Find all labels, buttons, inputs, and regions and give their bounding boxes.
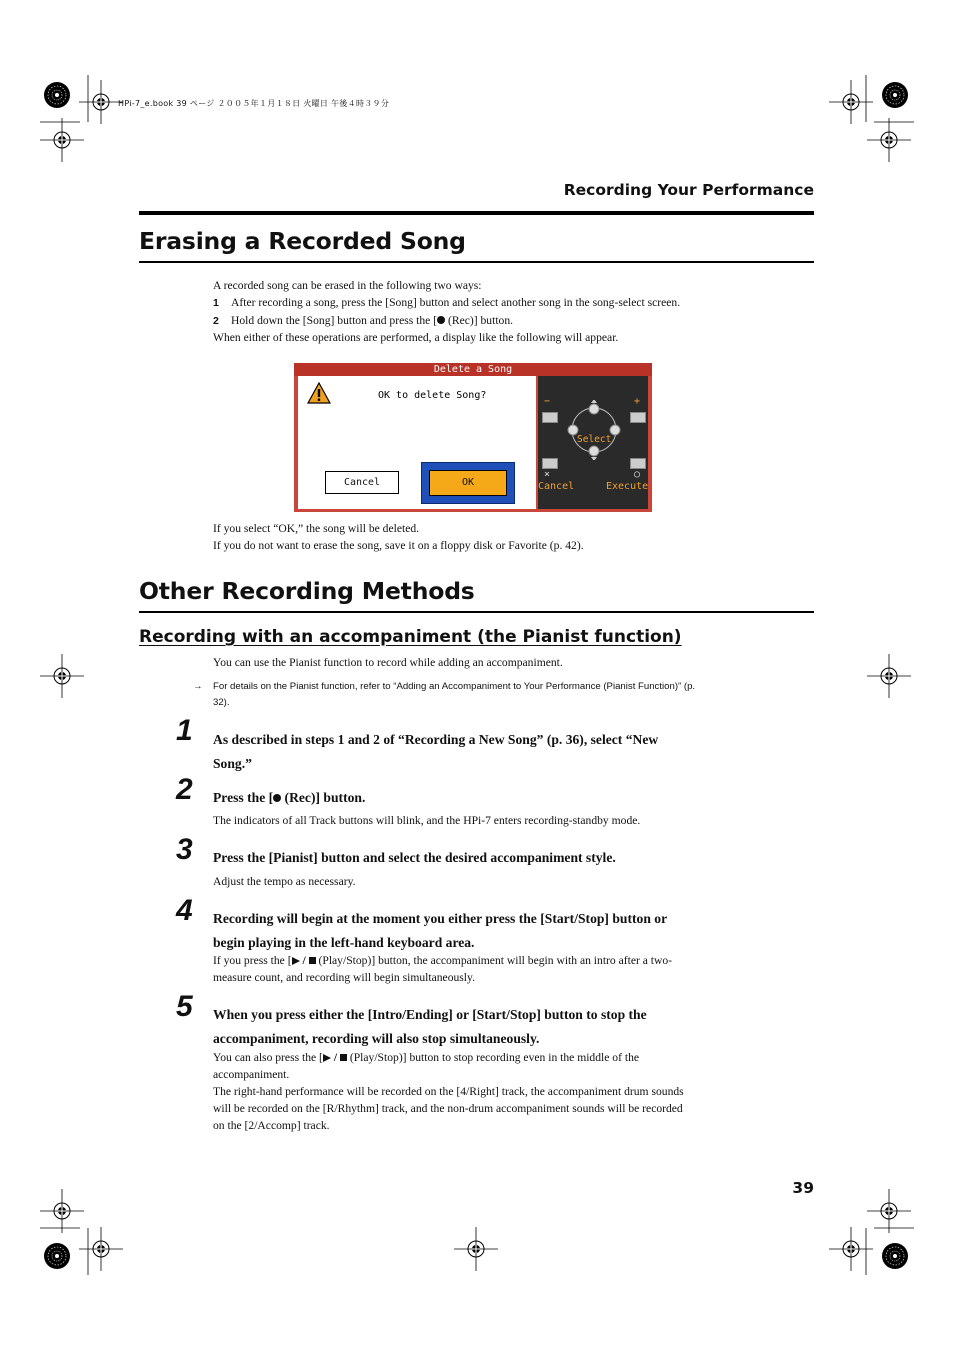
- execute-label: Execute: [606, 481, 649, 492]
- play-icon: [323, 1054, 331, 1062]
- body-text: accompaniment.: [213, 1068, 290, 1081]
- list-item: [213, 312, 513, 330]
- stop-icon: [340, 1054, 347, 1061]
- cancel-label: Cancel: [538, 481, 575, 492]
- step-heading-line: accompaniment, recording will also stop simultaneously.: [213, 1031, 540, 1046]
- plus-key: [630, 412, 646, 423]
- step-number: 3: [176, 833, 193, 866]
- x-mark: ×: [544, 469, 551, 480]
- cross-reference-note: [193, 679, 753, 711]
- step-heading-text: (Rec)] button.: [281, 790, 366, 805]
- select-label: Select: [577, 434, 612, 445]
- step-heading: [213, 1003, 743, 1051]
- step-body: [213, 1049, 684, 1134]
- display-screenshot: [294, 363, 652, 512]
- step-number: 4: [176, 894, 193, 927]
- list-number: 1: [213, 297, 219, 309]
- list-item: [213, 294, 680, 312]
- dial-icon: [565, 400, 623, 460]
- print-mark: HPi-7_e.book 39 ページ ２００５年１月１８日 火曜日 午後４時３９分: [118, 99, 390, 108]
- step-heading-line: Recording will begin at the moment you either press the [Start/Stop] button or: [213, 911, 668, 926]
- step-number: 5: [176, 990, 193, 1023]
- slash: /: [302, 954, 306, 967]
- body-text: You can also press the [: [213, 1051, 323, 1064]
- list-text: After recording a song, press the [Song] button and select another song in the song-select screen.: [231, 296, 681, 309]
- note-text: 32).: [213, 697, 230, 708]
- warning-icon: [307, 382, 331, 404]
- stop-icon: [309, 957, 316, 964]
- rec-icon: [273, 794, 281, 802]
- body-text: will be recorded on the [R/Rhythm] track, and the non-drum accompaniment sounds will be recorded: [213, 1102, 683, 1115]
- body-text: The right-hand performance will be recorded on the [4/Right] track, the accompaniment drum sounds: [213, 1085, 684, 1098]
- list-text: Hold down the [Song] button and press the [: [231, 314, 438, 327]
- running-head: Recording Your Performance: [563, 181, 814, 199]
- note-text: For details on the Pianist function, refer to “Adding an Accompaniment to Your Performance (Pianist Function)” (p.: [213, 681, 696, 692]
- ok-button[interactable]: OK: [429, 470, 507, 496]
- header-rule: [139, 211, 814, 215]
- body-text: on the [2/Accomp] track.: [213, 1119, 330, 1132]
- section-title-other: Other Recording Methods: [139, 577, 475, 605]
- arrow-icon: →: [193, 681, 203, 692]
- o-mark: ○: [634, 469, 641, 480]
- display-title: Delete a Song: [294, 363, 652, 376]
- step-body: Adjust the tempo as necessary.: [213, 875, 356, 888]
- ok-button-frame: [421, 462, 515, 504]
- list-number: 2: [213, 315, 219, 327]
- body-text: If you do not want to erase the song, save it on a floppy disk or Favorite (p. 42).: [213, 539, 584, 552]
- rec-icon: [437, 316, 445, 324]
- cancel-key: [542, 458, 558, 469]
- body-text: measure count, and recording will begin simultaneously.: [213, 971, 475, 984]
- section-title-erasing: Erasing a Recorded Song: [139, 227, 466, 255]
- intro-text: You can use the Pianist function to record while adding an accompaniment.: [213, 656, 563, 669]
- body-text: When either of these operations are performed, a display like the following will appear.: [213, 331, 619, 344]
- execute-key: [630, 458, 646, 469]
- minus-key: [542, 412, 558, 423]
- slash: /: [333, 1051, 338, 1064]
- step-number: 2: [176, 773, 193, 806]
- step-heading-line: As described in steps 1 and 2 of “Recording a New Song” (p. 36), select “New: [213, 732, 659, 747]
- plus-label: +: [634, 396, 641, 407]
- minus-label: −: [544, 396, 551, 407]
- step-heading-line: When you press either the [Intro/Ending] or [Start/Stop] button to stop the: [213, 1007, 647, 1022]
- body-text: If you select “OK,” the song will be deleted.: [213, 522, 420, 535]
- step-heading: [213, 728, 743, 776]
- subsection-title: Recording with an accompaniment (the Pianist function): [139, 627, 682, 647]
- intro-text: A recorded song can be erased in the following two ways:: [213, 279, 482, 292]
- step-body: The indicators of all Track buttons will blink, and the HPi-7 enters recording-standby mode.: [213, 814, 641, 827]
- page-number: 39: [792, 1179, 814, 1197]
- step-number: 1: [176, 714, 193, 747]
- dialog-area: [298, 376, 536, 509]
- dialog-message: OK to delete Song?: [378, 390, 487, 401]
- step-heading-line: Song.”: [213, 756, 252, 771]
- list-text: (Rec)] button.: [445, 314, 514, 327]
- step-heading: Press the [Pianist] button and select the desired accompaniment style.: [213, 850, 616, 865]
- section-rule: [139, 261, 814, 263]
- step-heading: [213, 786, 743, 810]
- play-icon: [292, 957, 300, 965]
- body-text: (Play/Stop)] button to stop recording even in the middle of the: [346, 1051, 640, 1064]
- control-panel: [538, 376, 648, 509]
- step-heading-line: begin playing in the left-hand keyboard area.: [213, 935, 475, 950]
- step-heading: [213, 907, 743, 955]
- step-body: [213, 952, 672, 986]
- section-rule: [139, 611, 814, 613]
- body-text: (Play/Stop)] button, the accompaniment will begin with an intro after a two-: [315, 954, 673, 967]
- step-heading-text: Press the [: [213, 790, 274, 805]
- cancel-button[interactable]: Cancel: [325, 471, 399, 494]
- body-text: If you press the [: [213, 954, 292, 967]
